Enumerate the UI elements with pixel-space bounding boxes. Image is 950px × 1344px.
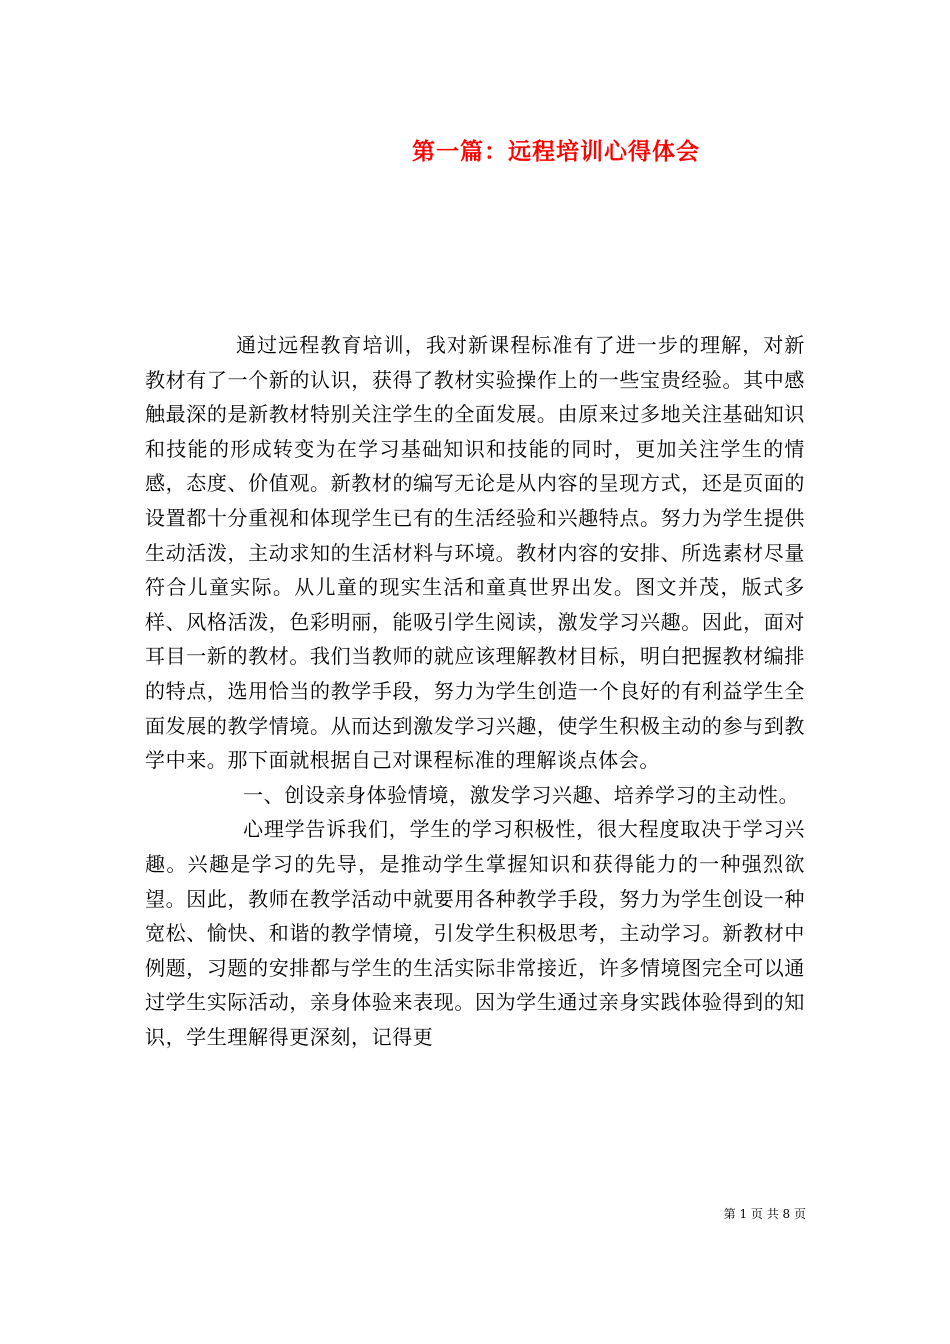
paragraph-section-1: 心理学告诉我们，学生的学习积极性，很大程度取决于学习兴趣。兴趣是学习的先导，是推动学生掌握知识和获得能力的一种强烈欲望。因此，教师在教学活动中就要用各种教学手段，努力为学生创设一种宽松、愉快、和谐的教学情境，引发学生积极思考，主动学习。新教材中例题，习题的安排都与学生的生活实际非常接近，许多情境图完全可以通过学生实际活动，亲身体验来表现。因为学生通过亲身实践体验得到的知识，学生理解得更深刻，记得更 — [145, 817, 805, 1049]
paragraph-intro: 通过远程教育培训，我对新课程标准有了进一步的理解，对新教材有了一个新的认识，获得了教材实验操作上的一些宝贵经验。其中感触最深的是新教材特别关注学生的全面发展。由原来过多地关注基础知识和技能的形成转变为在学习基础知识和技能的同时，更加关注学生的情感，态度、价值观。新教材的编写无论是从内容的呈现方式，还是页面的设置都十分重视和体现学生已有的生活经验和兴趣特点。努力为学生提供生动活泼，主动求知的生活材料与环境。教材内容的安排、所选素材尽量符合儿童实际。从儿童的现实生活和童真世界出发。图文并茂，版式多样、风格活泼，色彩明丽，能吸引学生阅读，激发学习兴趣。因此，面对耳目一新的教材。我们当教师的就应该理解教材目标，明白把握教材编排的特点，选用恰当的教学手段，努力为学生创造一个良好的有利益学生全面发展的教学情境。从而达到激发学习兴趣，使学生积极主动的参与到教学中来。那下面就根据自己对课程标准的理解谈点体会。 — [145, 333, 805, 773]
document-body — [145, 328, 805, 1054]
page-title: 第一篇：远程培训心得体会 — [412, 138, 700, 165]
section-heading-1: 一、创设亲身体验情境，激发学习兴趣、培养学习的主动性。 — [243, 782, 800, 807]
page-footer: 第 1 页 共 8 页 — [723, 1207, 806, 1221]
